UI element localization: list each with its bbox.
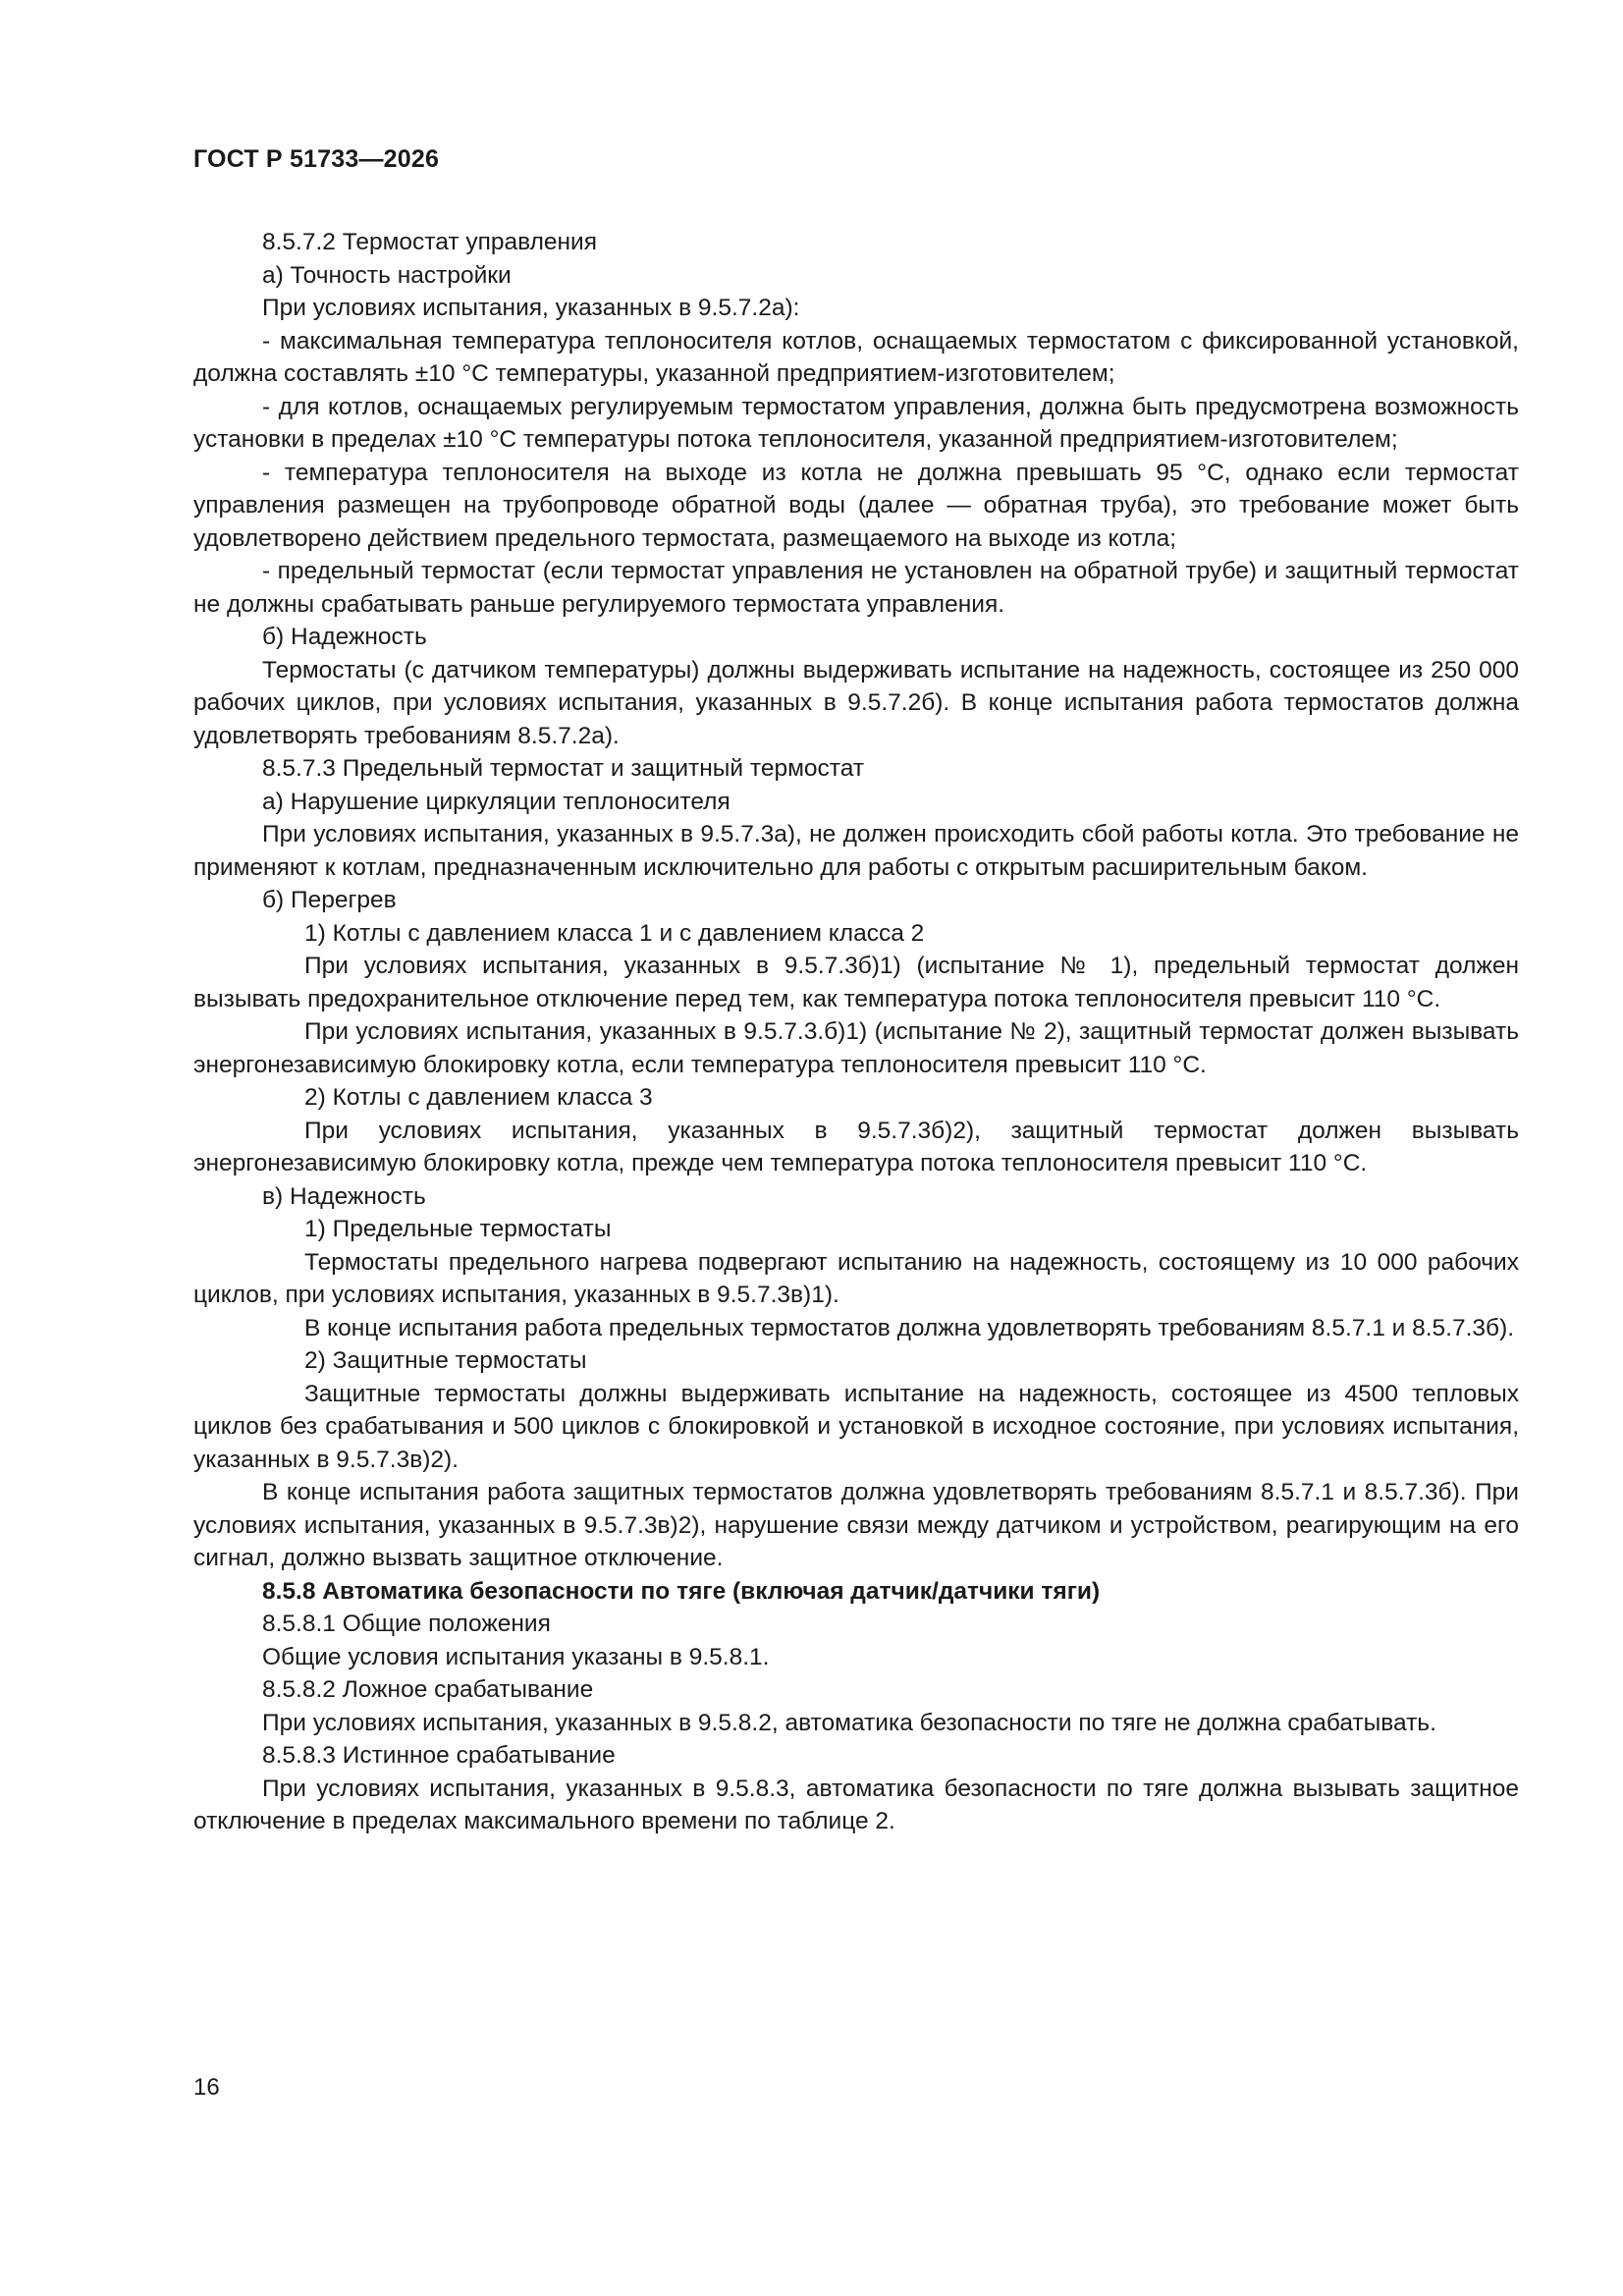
paragraph: б) Перегрев [262, 887, 397, 913]
paragraph: а) Нарушение циркуляции теплоносителя [262, 788, 730, 815]
paragraph: б) Надежность [262, 624, 427, 650]
paragraph: а) Точность настройки [262, 261, 512, 289]
paragraph: При условиях испытания, указанных в 9.5.8.3, автоматика безопасности по тяге должна вызывать защитное отключение в пределах максимального времени по таблице 2. [193, 1775, 1519, 1834]
section-heading: 8.5.8 Автоматика безопасности по тяге (включая датчик/датчики тяги) [262, 1577, 1101, 1605]
paragraph: 1) Предельные термостаты [304, 1216, 612, 1242]
paragraph: При условиях испытания, указанных в 9.5.7.3б)2), защитный термостат должен вызывать энергонезависимую блокировку котла, прежде чем температура потока теплоносителя превысит 110 °С. [193, 1117, 1519, 1176]
paragraph: При условиях испытания, указанных в 9.5.7.2а): [262, 295, 800, 321]
paragraph: - максимальная температура теплоносителя котлов, оснащаемых термостатом с фиксированной установкой, должна составлять ±10 °С температуры, указанной предприятием-изготовителем; [193, 327, 1519, 387]
paragraph: При условиях испытания, указанных в 9.5.7.3б)1) (испытание № 1), предельный термостат должен вызывать предохранительное отключение перед тем, как температура потока теплоносителя превысит 110 °С. [193, 953, 1519, 1012]
paragraph: 2) Защитные термостаты [304, 1347, 587, 1374]
paragraph: 8.5.8.1 Общие положения [262, 1611, 551, 1637]
page-number: 16 [193, 2074, 220, 2101]
paragraph: Термостаты предельного нагрева подвергают испытанию на надежность, состоящему из 10 000 рабочих циклов, при условиях испытания, указанных в 9.5.7.3в)1). [193, 1248, 1519, 1308]
paragraph: При условиях испытания, указанных в 9.5.8.2, автоматика безопасности по тяге не должна срабатывать. [262, 1709, 1436, 1736]
paragraph: - предельный термостат (если термостат управления не установлен на обратной трубе) и защитный термостат не должны срабатывать раньше регулируемого термостата управления. [193, 558, 1519, 618]
paragraph: 8.5.8.2 Ложное срабатывание [262, 1676, 594, 1703]
paragraph: 1) Котлы с давлением класса 1 и с давлением класса 2 [304, 919, 925, 947]
paragraph: 8.5.7.2 Термостат управления [262, 229, 597, 255]
paragraph: в) Надежность [262, 1182, 426, 1210]
paragraph: При условиях испытания, указанных в 9.5.7.3а), не должен происходить сбой работы котла. Это требование не применяют к котлам, предназначенным исключительно для работы с открытым расширительным баком. [193, 821, 1519, 881]
paragraph: 2) Котлы с давлением класса 3 [304, 1084, 653, 1111]
paragraph: 8.5.7.3 Предельный термостат и защитный термостат [262, 755, 865, 782]
paragraph: Общие условия испытания указаны в 9.5.8.1. [262, 1643, 770, 1670]
paragraph: 8.5.8.3 Истинное срабатывание [262, 1742, 616, 1769]
paragraph: Защитные термостаты должны выдерживать испытание на надежность, состоящее из 4500 тепловых циклов без срабатывания и 500 циклов с блокировкой и установкой в исходное состояние, при условиях испытания, указанных в 9.5.7.3в)2). [193, 1380, 1519, 1473]
document-header: ГОСТ Р 51733—2026 [193, 145, 440, 173]
paragraph: - температура теплоносителя на выходе из котла не должна превышать 95 °С, однако если термостат управления размещен на трубопроводе обратной воды (далее — обратная труба), это требование может быть удовлетворено действием предельного термостата, размещаемого на выходе из котла; [193, 459, 1519, 552]
paragraph: Термостаты (с датчиком температуры) должны выдерживать испытание на надежность, состоящее из 250 000 рабочих циклов, при условиях испытания, указанных в 9.5.7.2б). В конце испытания работа термостатов должна удовлетворять требованиям 8.5.7.2а). [193, 656, 1519, 749]
paragraph: В конце испытания работа предельных термостатов должна удовлетворять требованиям 8.5.7.1 и 8.5.7.3б). [304, 1314, 1515, 1341]
paragraph: При условиях испытания, указанных в 9.5.7.3.б)1) (испытание № 2), защитный термостат должен вызывать энергонезависимую блокировку котла, если температура теплоносителя превысит 110 °С. [193, 1018, 1519, 1078]
paragraph: - для котлов, оснащаемых регулируемым термостатом управления, должна быть предусмотрена возможность установки в пределах ±10 °С температуры потока теплоносителя, указанной предприятием-изготовителем; [193, 393, 1519, 453]
document-body [193, 226, 1519, 1838]
paragraph: В конце испытания работа защитных термостатов должна удовлетворять требованиям 8.5.7.1 и 8.5.7.3б). При условиях испытания, указанных в 9.5.7.3в)2), нарушение связи между датчиком и устройством, реагирующим на его сигнал, должно вызвать защитное отключение. [193, 1479, 1519, 1571]
